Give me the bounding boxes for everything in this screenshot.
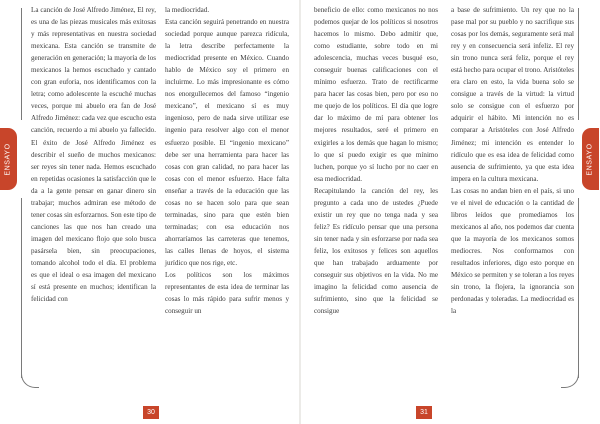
paragraph: beneficio de ello: como mexicanos no nos podemos quejar de los políticos si nosotros hacemos lo mismo. Debo admitir que, como estudiante, sobre todo en mi adolescencia, muchas veces busqué eso, conseguir buenas calificaciones con el mínimo esfuerzo. Trato de rectificarme para hacer las cosas bien, pero por eso no me quejo de los políticos. El día que logre dar lo máximo de mí para obtener los mejores resultados, seré el primero en exigirles a los demás que hagan lo mismo; lo que sí puedo exigir es que mínimo luchen, porque yo sí lucho por no caer en esa mediocridad. (314, 6, 438, 183)
page-number: 31 (416, 406, 432, 419)
left-frame-top-line (21, 8, 22, 120)
right-page-column-1 (314, 4, 438, 317)
paragraph: la mediocridad. (165, 6, 210, 14)
paragraph: Esta canción seguirá penetrando en nuestra sociedad porque aunque parezca ridícula, la letra describe perfectamente la mediocridad presente en México. Cuando hablo de México soy el primero en incluirme. Lo más impresionante es cómo nos enorgullecemos del famoso “ingenio mexicano”, el mexicano sí es muy ingenioso, pero de nada sirve utilizar ese ingenio para resolver algo con el menor esfuerzo posible. El “ingenio mexicano” debe ser una herramienta para hacer las cosas con gran calidad, no para hacer las cosas con el menor esfuerzo. Hace falta enseñar a través de la educación que las cosas no se hacen solo para que sean terminadas, sino para que estén bien terminadas; con esa educación nos ahorraríamos las carreteras que tenemos, las calles llenas de hoyos, el sistema jurídico que nos rige, etc. (165, 18, 289, 267)
left-page-column-1 (31, 4, 156, 305)
section-tab (582, 128, 599, 190)
paragraph: Recapitulando la canción del rey, les pregunto a cada uno de ustedes ¿Puede existir un rey que no tenga nada y sea feliz? Es ridículo pensar que una persona sin tener nada y sin esforzarse por nada sea feliz, los exitosos y felices son aquellos que han trabajado arduamente por conseguir sus objetivos en la vida. No me imagino la felicidad como ausencia de sufrimiento, sino que la felicidad se consigue (314, 186, 438, 316)
section-tab (0, 128, 17, 190)
paragraph: Los políticos son los máximos representantes de esta idea de terminar las cosas lo más rápido para sufrir menos y conseguir un (165, 271, 289, 316)
left-frame-corner (21, 370, 39, 388)
left-frame-bottom-line (21, 198, 22, 378)
right-page (301, 0, 600, 424)
right-frame-corner (561, 370, 579, 388)
section-tab-label: ENSAYO (5, 142, 13, 176)
right-frame-top-line (578, 8, 579, 120)
left-page-column-2 (165, 4, 289, 317)
right-frame-bottom-line (578, 198, 579, 378)
right-page-column-2 (451, 4, 574, 317)
section-tab-label: ENSAYO (587, 142, 595, 176)
left-page (0, 0, 299, 424)
paragraph: Las cosas no andan bien en el país, si uno ve el nivel de educación o la cantidad de libros leídos que promediamos los mexicanos al año, nos podemos dar cuenta que la mayoría de los mexicanos somos mediocres. Nos conformamos con resultados inferiores, digo esto porque en México se permiten y se toleran a los reyes sin trono, la flojera, la ignorancia son perdonadas y toleradas. La mediocridad es la (451, 186, 574, 316)
paragraph: a base de sufrimiento. Un rey que no la pase mal por su pueblo y no sacrifique sus cosas por los demás, seguramente será mal rey y en consecuencia será infeliz. El rey sin trono nunca será feliz, porque el rey está hecho para ocupar el trono. Aristóteles era claro en esto, la vida buena solo se consigue a través de la virtud: la virtud solo se consigue con el esfuerzo por adquirir el hábito. Mi intención no es comparar a Aristóteles con José Alfredo Jiménez; mi intención es entender lo ridículo que es esa idea de felicidad como ausencia de sufrimiento, ya que esta idea impera en la cultura mexicana. (451, 6, 574, 183)
paragraph: La canción de José Alfredo Jiménez, El rey, es una de las piezas musicales más exitosas y más representativas en nuestra sociedad mexicana. Esta canción se transmite de generación en generación; la mayoría de los mexicanos la hemos escuchado y cantado con gran euforia, nos identificamos con la letra; como adolescente la escuché muchas veces, porque mi abuelo era fan de José Alfredo Jiménez: cada vez que escucho esta canción, recuerdo a mi abuelo ya fallecido. El éxito de José Alfredo Jiménez es describir el sueño de muchos mexicanos: ser reyes sin tener nada. Hemos escuchado en repetidas ocasiones la satisfacción que le da a la gente pensar en ganar dinero sin trabajar; muchos admiran ese método de tener cosas sin esforzarnos. Son este tipo de canciones las que nos han creado una imagen del mexicano flojo que solo busca pasársela bien, sin preocupaciones, tomando alcohol todo el día. El problema es que el ideal o esa imagen del mexicano sí está presente en muchos; identifican la felicidad con (31, 6, 156, 304)
page-number: 30 (143, 406, 159, 419)
